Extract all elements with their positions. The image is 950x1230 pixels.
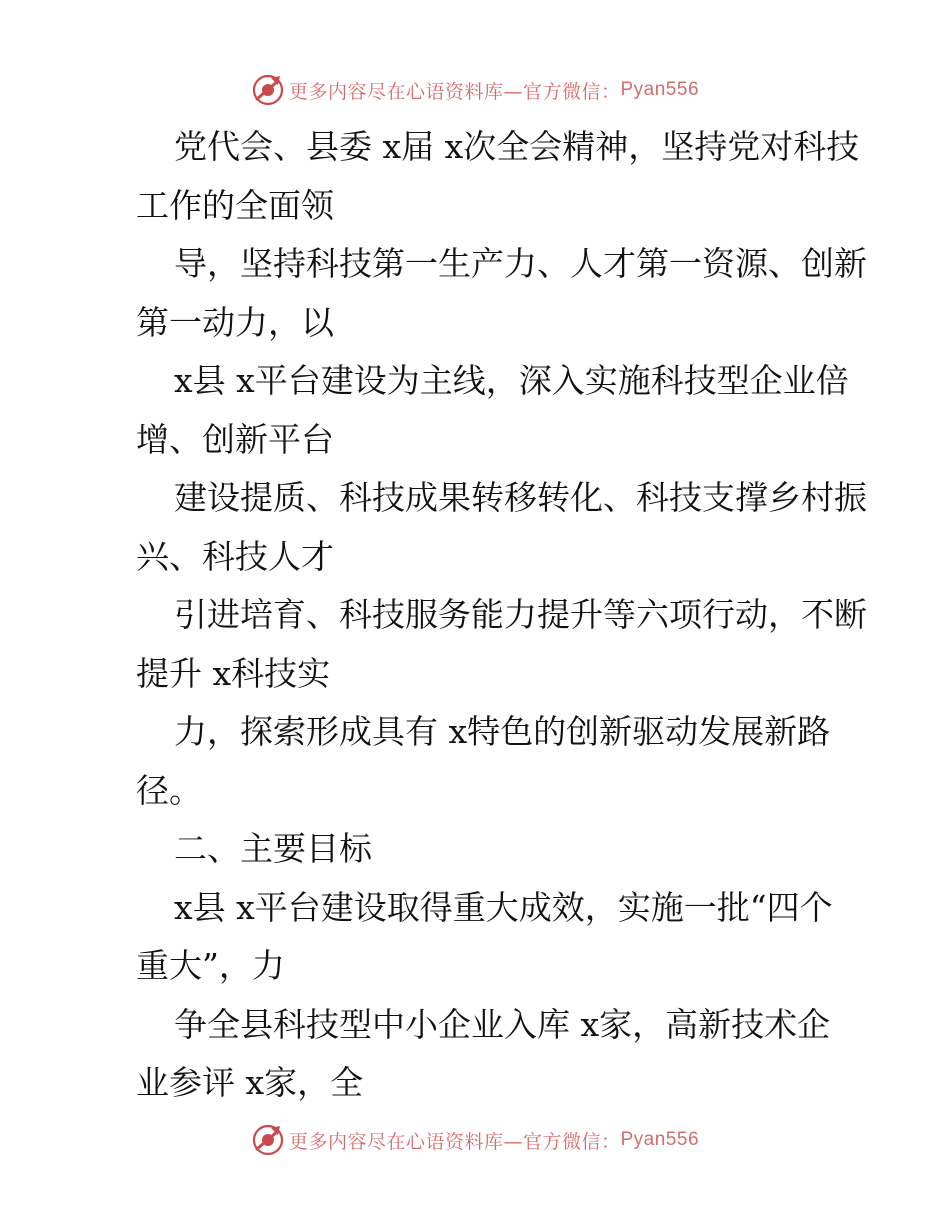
watermark-text: 更多内容尽在心语资料库—官方微信： <box>288 80 621 103</box>
paragraph-line: 建设提质、科技成果转移转化、科技支撑乡村振 <box>174 478 867 517</box>
paragraph <box>98 879 868 996</box>
paragraph <box>98 586 868 703</box>
paragraph-line: 工作的全面领 <box>136 185 334 225</box>
paragraph <box>98 235 868 352</box>
paragraph-line: 径。 <box>136 770 202 810</box>
watermark-account: Pyan556 <box>620 79 700 100</box>
paragraph-line: 重大”，力 <box>136 946 285 985</box>
paragraph <box>98 352 868 469</box>
section-heading-text: 二、主要目标 <box>174 829 372 868</box>
document-body <box>98 118 868 1113</box>
paragraph-line: x县 x平台建设取得重大成效，实施一批“四个 <box>174 887 833 927</box>
paragraph-line: 导，坚持科技第一生产力、人才第一资源、创新 <box>174 244 867 283</box>
seal-logo-icon <box>251 73 285 107</box>
paragraph-line: x县 x平台建设为主线，深入实施科技型企业倍 <box>174 361 849 400</box>
section-heading <box>98 820 868 879</box>
paragraph-line: 业参评 x家，全 <box>136 1063 364 1102</box>
watermark-text: 更多内容尽在心语资料库—官方微信： <box>288 1130 621 1153</box>
header-watermark <box>0 70 950 110</box>
paragraph <box>98 469 868 586</box>
footer-watermark <box>0 1120 950 1160</box>
paragraph <box>98 118 868 235</box>
paragraph-line: 增、创新平台 <box>136 419 334 459</box>
paragraph-line: 引进培育、科技服务能力提升等六项行动，不断 <box>174 595 867 634</box>
paragraph <box>98 703 868 820</box>
seal-logo-icon <box>251 1123 285 1157</box>
paragraph-line: 力，探索形成具有 x特色的创新驱动发展新路 <box>174 712 831 751</box>
paragraph-line: 争全县科技型中小企业入库 x家，高新技术企 <box>174 1004 831 1044</box>
paragraph-line: 提升 x科技实 <box>136 653 331 693</box>
paragraph-line: 党代会、县委 x届 x次全会精神，坚持党对科技 <box>174 127 860 166</box>
paragraph <box>98 996 868 1113</box>
paragraph-line: 兴、科技人才 <box>136 536 334 576</box>
watermark-account: Pyan556 <box>620 1129 700 1150</box>
paragraph-line: 第一动力，以 <box>136 302 334 342</box>
